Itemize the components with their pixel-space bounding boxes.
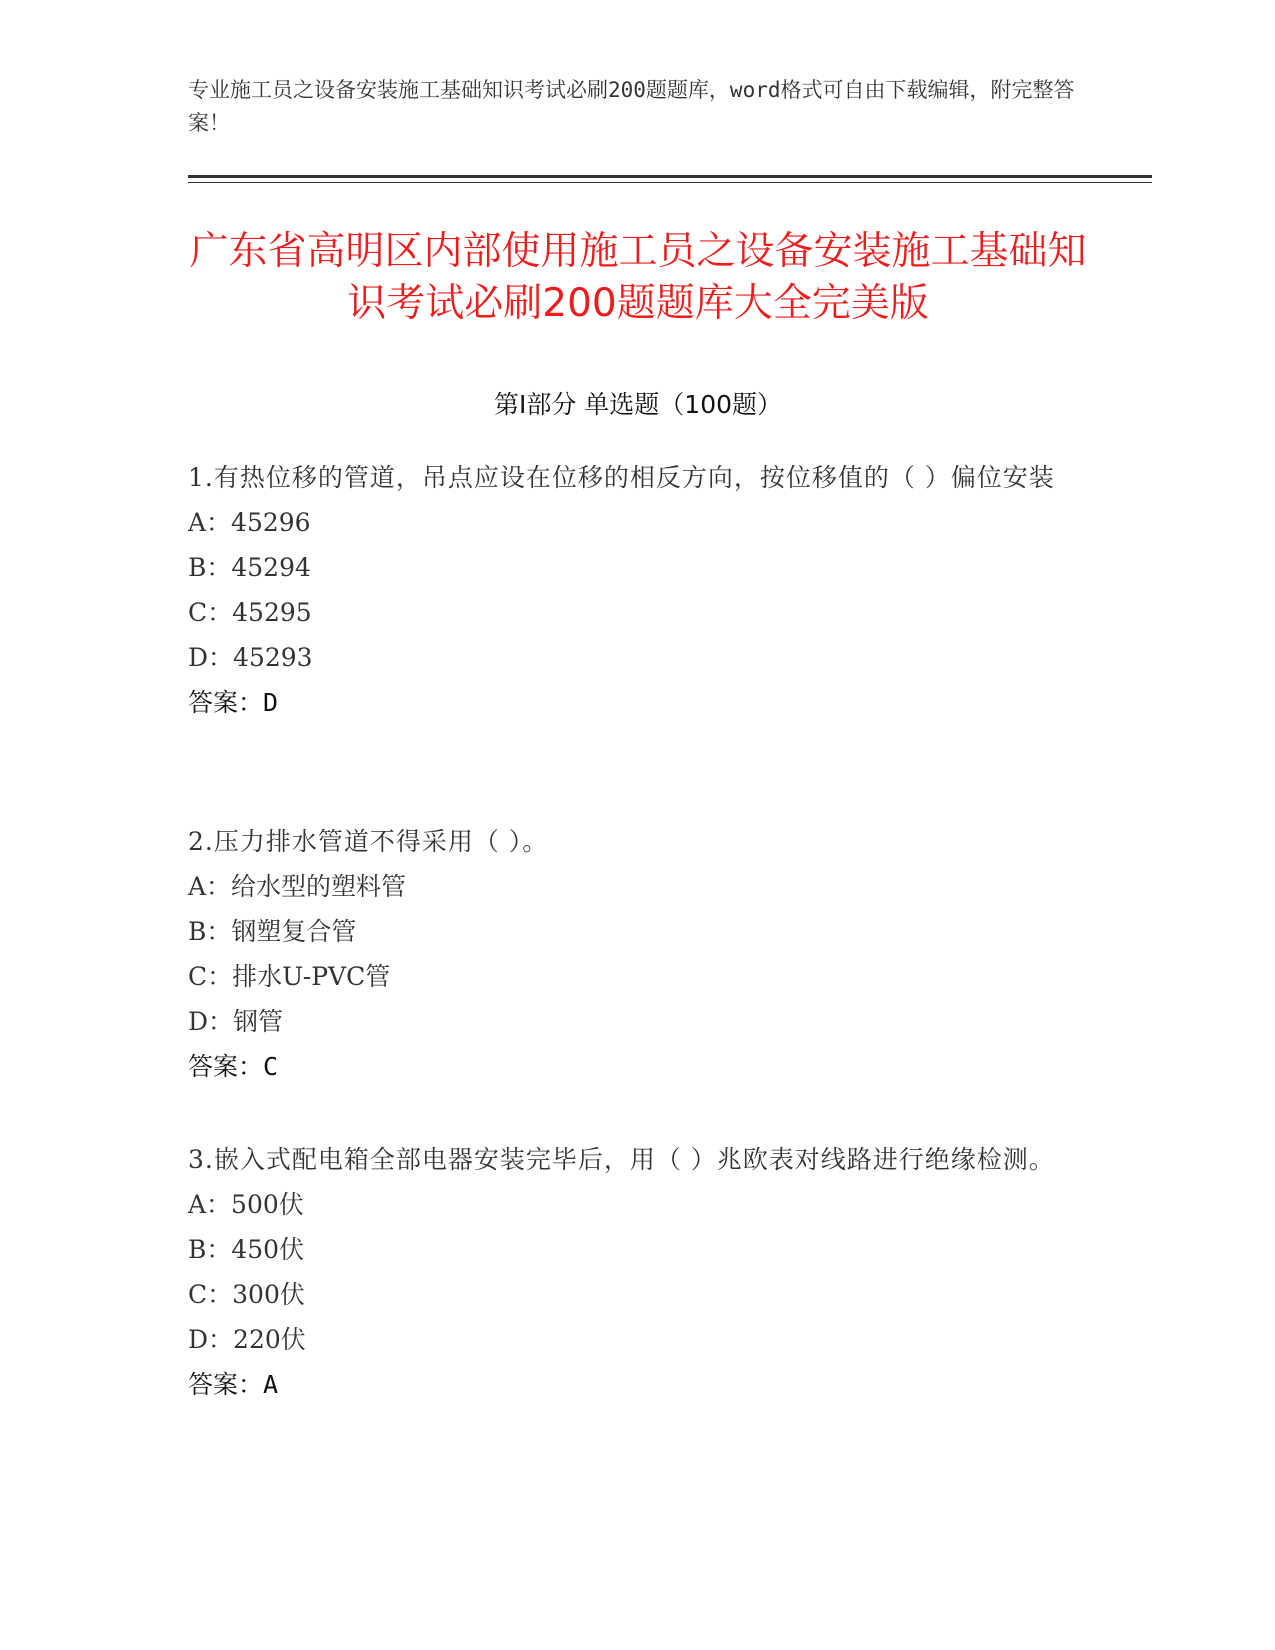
document-title: 广东省高明区内部使用施工员之设备安装施工基础知识考试必刷200题题库大全完美版 bbox=[189, 229, 1087, 326]
question-1 bbox=[188, 455, 1088, 725]
answer-value: A bbox=[263, 1370, 279, 1399]
answer-value: C bbox=[263, 1052, 279, 1081]
option-a: A：给水型的塑料管 bbox=[188, 872, 407, 901]
header-divider-thin bbox=[188, 182, 1152, 183]
answer-label: 答案： bbox=[188, 688, 264, 717]
answer-line bbox=[188, 1044, 1088, 1089]
option-c: C：300伏 bbox=[188, 1280, 305, 1309]
question-stem: 1.有热位移的管道，吊点应设在位移的相反方向，按位移值的（ ）偏位安装 bbox=[188, 463, 1055, 492]
option-c: C：45295 bbox=[188, 598, 312, 627]
question-2 bbox=[188, 819, 1088, 1089]
answer-label: 答案： bbox=[188, 1370, 264, 1399]
option-b: B：450伏 bbox=[188, 1235, 305, 1264]
option-b: B：45294 bbox=[188, 553, 311, 582]
answer-line bbox=[188, 1362, 1088, 1407]
answer-value: D bbox=[263, 688, 279, 717]
question-stem: 2.压力排水管道不得采用（ ）。 bbox=[188, 827, 549, 856]
answer-label: 答案： bbox=[188, 1052, 264, 1081]
option-d: D：45293 bbox=[188, 643, 313, 672]
option-c: C：排水U-PVC管 bbox=[188, 962, 391, 991]
option-a: A：500伏 bbox=[188, 1190, 304, 1219]
header-divider-thick bbox=[188, 175, 1152, 178]
option-b: B：钢塑复合管 bbox=[188, 917, 357, 946]
question-3 bbox=[188, 1137, 1088, 1407]
question-stem: 3.嵌入式配电箱全部电器安装完毕后，用（ ）兆欧表对线路进行绝缘检测。 bbox=[188, 1145, 1055, 1174]
section-title: 第Ⅰ部分 单选题（100题） bbox=[493, 390, 783, 419]
header-note: 专业施工员之设备安装施工基础知识考试必刷200题题库，word格式可自由下载编辑，附完整答案！ bbox=[188, 78, 1075, 135]
option-d: D：钢管 bbox=[188, 1007, 284, 1036]
option-d: D：220伏 bbox=[188, 1325, 306, 1354]
option-a: A：45296 bbox=[188, 508, 311, 537]
answer-line bbox=[188, 680, 1088, 725]
